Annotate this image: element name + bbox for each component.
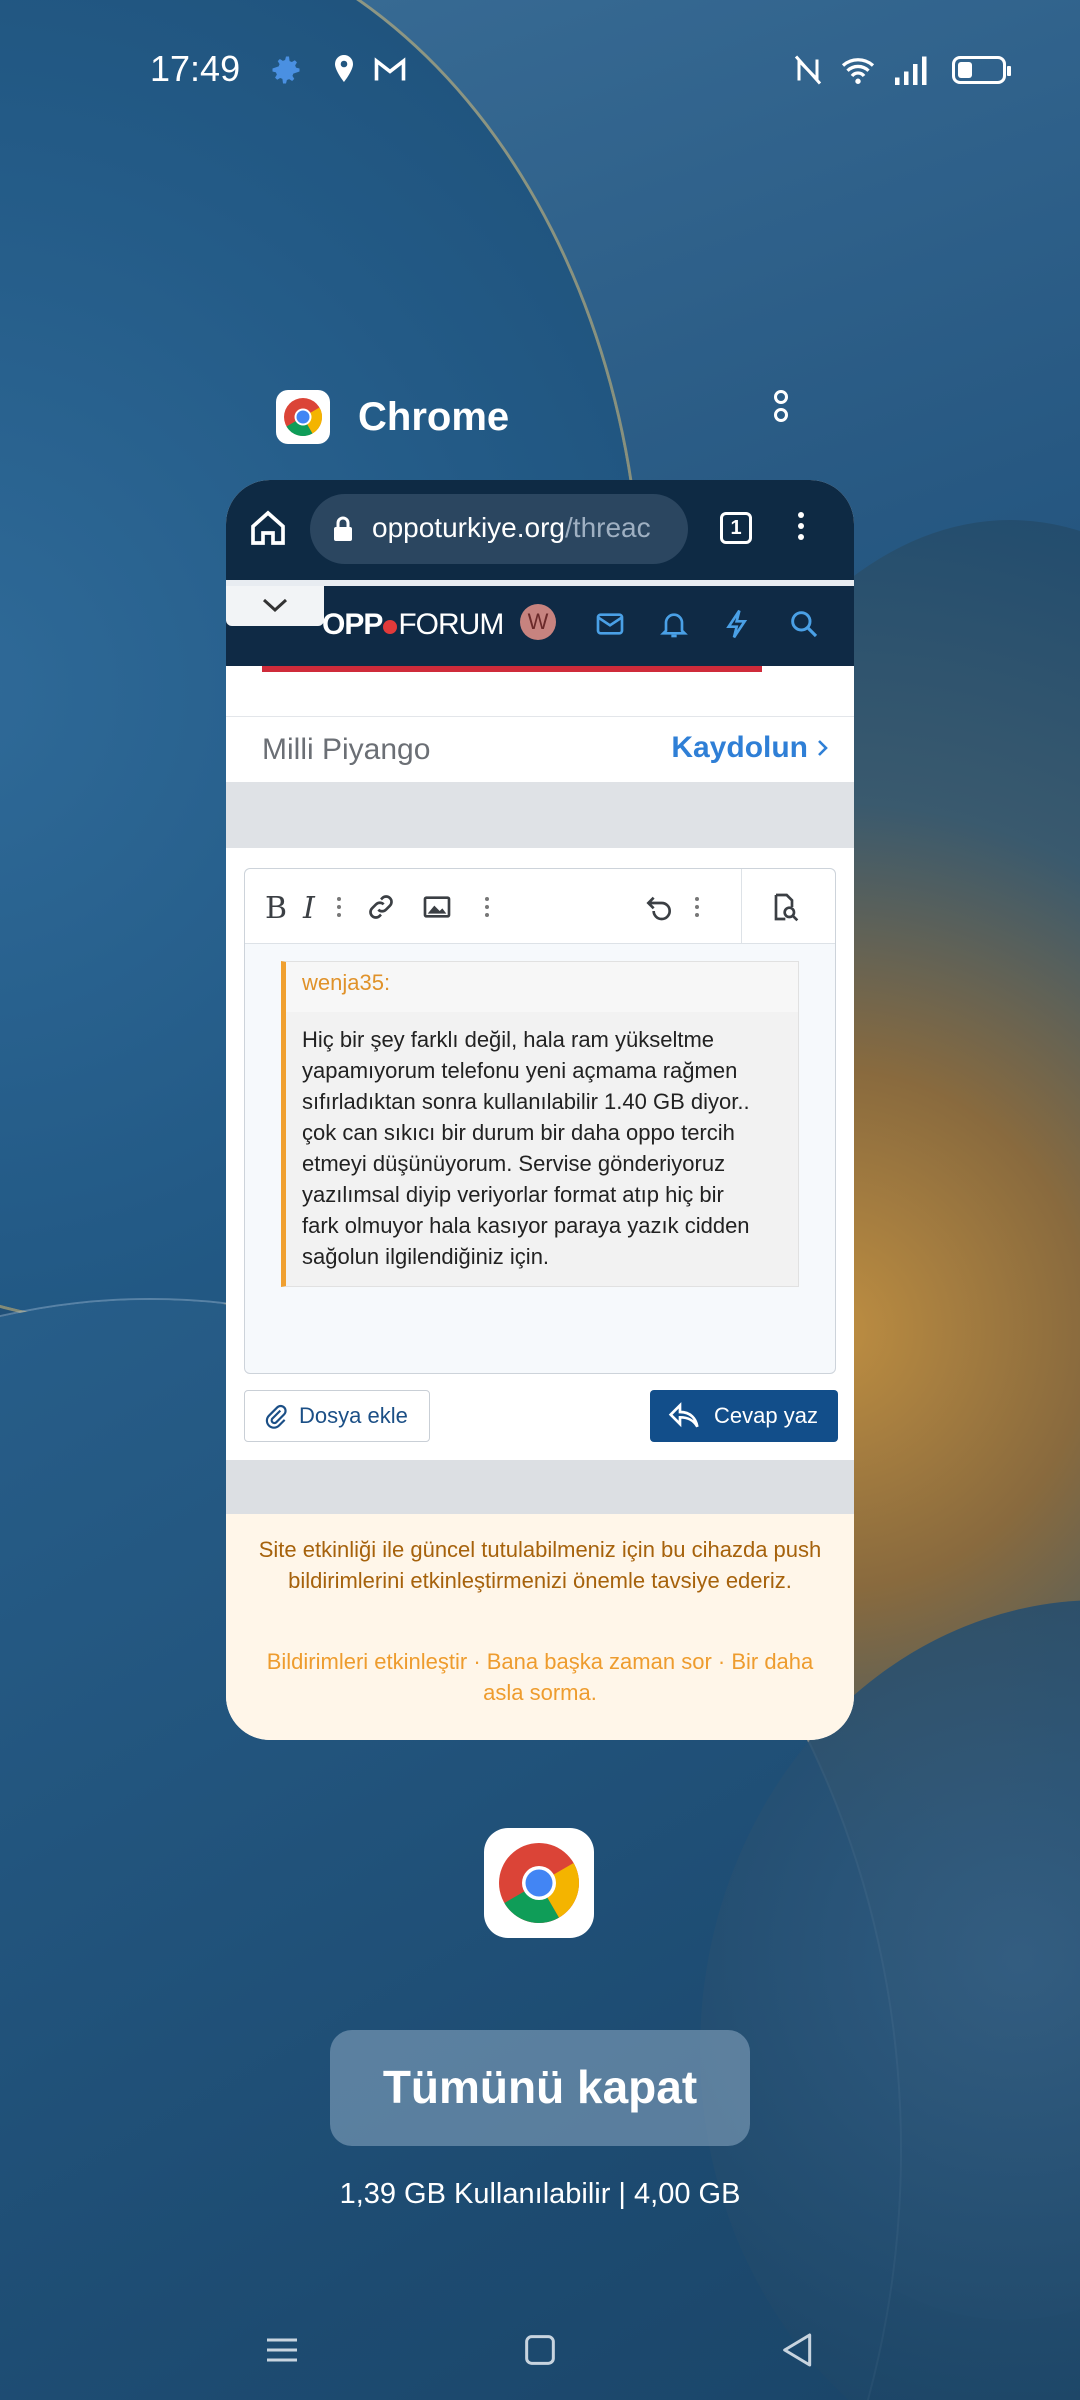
divider xyxy=(262,666,762,672)
reply-button[interactable] xyxy=(650,1390,838,1442)
more-formatting-icon[interactable] xyxy=(333,891,345,923)
recent-app-card[interactable] xyxy=(226,480,854,1740)
quote-line: etmeyi düşünüyorum. Servise gönderiyoruz xyxy=(302,1151,726,1176)
gear-icon xyxy=(268,52,304,88)
app-name: Chrome xyxy=(358,395,510,439)
avatar[interactable]: W xyxy=(520,604,556,640)
nfc-icon xyxy=(790,52,826,88)
quote-line: fark olmuyor hala kasıyor paraya yazık cidden xyxy=(302,1213,750,1238)
battery-icon xyxy=(952,56,1006,84)
back-icon[interactable] xyxy=(778,2330,818,2370)
bell-icon[interactable] xyxy=(658,608,690,640)
quote-line: yazılımsal diyip veriyorlar format atıp hiç bir xyxy=(302,1182,724,1207)
reply-area xyxy=(226,848,854,1460)
separator xyxy=(226,1460,854,1514)
quote-line: sağolun ilgilendiğiniz için. xyxy=(302,1244,550,1269)
attach-file-button[interactable] xyxy=(244,1390,430,1442)
home-button-icon[interactable] xyxy=(520,2330,560,2370)
bold-icon[interactable]: B xyxy=(265,891,288,926)
forum-logo[interactable] xyxy=(322,608,503,642)
browser-menu-icon[interactable] xyxy=(796,512,806,546)
gmail-icon xyxy=(372,52,408,88)
clock: 17:49 xyxy=(150,48,241,89)
editor-toolbar xyxy=(245,869,835,944)
recent-app-header xyxy=(276,390,806,444)
signal-icon xyxy=(892,52,928,88)
lottery-label: Milli Piyango xyxy=(262,733,431,766)
url-text xyxy=(372,512,672,544)
italic-icon[interactable]: I xyxy=(303,891,315,926)
reply-label: Cevap yaz xyxy=(714,1403,818,1428)
url-path: /threac xyxy=(565,512,651,543)
register-link[interactable]: Kaydolun xyxy=(671,731,808,764)
chrome-icon[interactable] xyxy=(484,1828,594,1938)
wifi-icon xyxy=(840,52,876,88)
lightning-icon[interactable] xyxy=(722,608,754,640)
more-insert-icon[interactable] xyxy=(481,891,493,923)
undo-icon[interactable] xyxy=(643,891,675,923)
url-host: oppoturkiye.org xyxy=(372,512,566,543)
location-icon xyxy=(326,52,362,88)
quote-author: wenja35: xyxy=(302,970,391,995)
status-bar xyxy=(0,0,1080,140)
collapse-toolbar-button[interactable] xyxy=(226,586,324,626)
lottery-row[interactable] xyxy=(226,716,854,784)
notice-text: Site etkinliği ile güncel tutulabilmeniz için bu cihazda push bildirimlerini etkinleştirmenizi önemle tavsiye ederiz. xyxy=(258,1537,822,1593)
chevron-right-icon xyxy=(814,739,832,757)
memory-info: 1,39 GB Kullanılabilir | 4,00 GB xyxy=(339,2178,741,2210)
logo-text-left: OPP xyxy=(322,608,383,641)
mail-icon[interactable] xyxy=(594,608,626,640)
address-bar[interactable] xyxy=(310,494,688,564)
chevron-down-icon xyxy=(226,586,324,626)
forum-header xyxy=(226,580,854,666)
paperclip-icon xyxy=(263,1403,289,1429)
rich-text-editor[interactable] xyxy=(244,868,836,1374)
menu-icon[interactable] xyxy=(262,2330,302,2370)
preview-icon[interactable] xyxy=(767,891,801,923)
image-icon[interactable] xyxy=(421,891,453,923)
attach-label: Dosya ekle xyxy=(299,1403,408,1428)
notice-actions[interactable]: Bildirimleri etkinleştir · Bana başka zaman sor · Bir daha asla sorma. xyxy=(266,1649,814,1705)
quote-line: sıfırladıktan sonra kullanılabilir 1.40 GB diyor.. xyxy=(302,1089,750,1114)
close-all-button[interactable] xyxy=(330,2030,750,2146)
more-options-icon[interactable] xyxy=(691,891,703,923)
lock-icon xyxy=(332,516,354,542)
quote-block xyxy=(281,961,799,1287)
logo-text-right: FORUM xyxy=(398,608,504,641)
link-icon[interactable] xyxy=(365,891,397,923)
browser-toolbar xyxy=(226,480,854,580)
tab-switcher-button[interactable]: 1 xyxy=(720,512,752,544)
close-all-label: Tümünü kapat xyxy=(382,2061,698,2113)
home-icon[interactable] xyxy=(248,508,288,548)
quote-line: çok can sıkıcı bir durum bir daha oppo tercih xyxy=(302,1120,735,1145)
app-options-icon[interactable] xyxy=(766,390,796,444)
chrome-icon[interactable] xyxy=(276,390,330,444)
quote-line: Hiç bir şey farklı değil, hala ram yükseltme xyxy=(302,1027,715,1052)
search-icon[interactable] xyxy=(788,608,820,640)
quote-line: yapamıyorum telefonu yeni açmama rağmen xyxy=(302,1058,738,1083)
navigation-bar xyxy=(0,2300,1080,2400)
push-notice-banner xyxy=(226,1514,854,1740)
quote-text xyxy=(302,1024,792,1272)
reply-icon xyxy=(668,1402,700,1430)
separator xyxy=(226,782,854,848)
